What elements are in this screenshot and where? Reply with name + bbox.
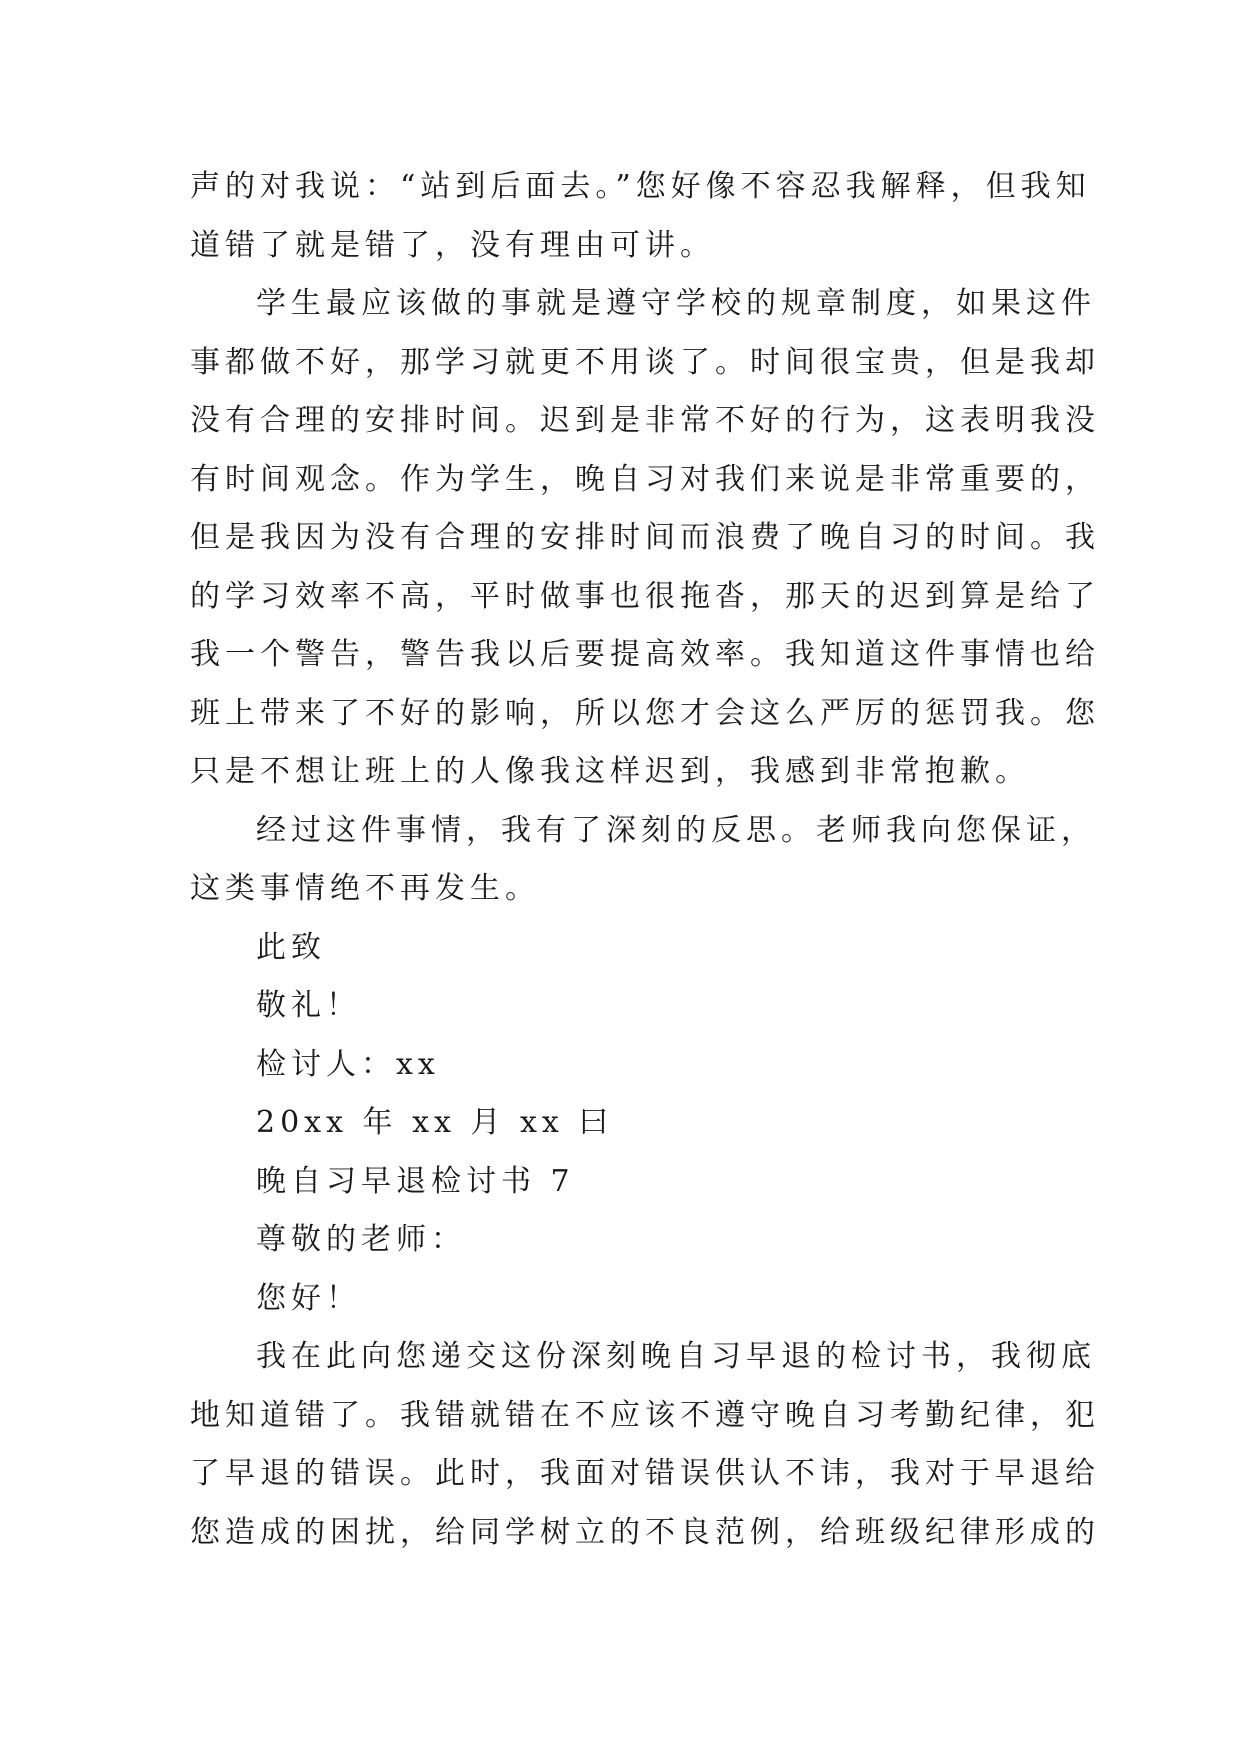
section-title: 晚自习早退检讨书 7 — [256, 1163, 575, 1199]
body-line: 只是不想让班上的人像我这样迟到，我感到非常抱歉。 — [190, 754, 1030, 789]
body-line: 班上带来了不好的影响，所以您才会这么严厉的惩罚我。您 — [190, 695, 1100, 731]
body-line: 事都做不好，那学习就更不用谈了。时间很宝贵，但是我却 — [190, 344, 1100, 380]
paragraph-start-line: 我在此向您递交这份深刻晚自习早退的检讨书，我彻底 — [256, 1339, 1096, 1374]
body-line: 了早退的错误。此时，我面对错误供认不讳，我对于早退给 — [190, 1456, 1100, 1491]
body-line: 没有合理的安排时间。迟到是非常不好的行为，这表明我没 — [190, 403, 1100, 438]
document-body — [190, 158, 1100, 1562]
paragraph-start-line: 经过这件事情，我有了深刻的反思。老师我向您保证， — [256, 812, 1096, 848]
body-line: 地知道错了。我错就错在不应该不遵守晚自习考勤纪律，犯 — [190, 1397, 1100, 1433]
body-line: 有时间观念。作为学生，晚自习对我们来说是非常重要的， — [190, 461, 1100, 497]
body-line: 但是我因为没有合理的安排时间而浪费了晚自习的时间。我 — [190, 520, 1100, 555]
body-line: 您造成的困扰，给同学树立的不良范例，给班级纪律形成的 — [190, 1514, 1100, 1550]
greeting-addressee: 尊敬的老师： — [256, 1222, 466, 1257]
closing-salutation: 此致 — [256, 929, 326, 965]
date-line: 20xx 年 xx 月 xx 曰 — [256, 1105, 614, 1140]
body-line: 道错了就是错了，没有理由可讲。 — [190, 227, 715, 263]
body-line: 声的对我说：“站到后面去。”您好像不容忍我解释，但我知 — [190, 169, 1091, 204]
greeting-hello: 您好！ — [256, 1280, 361, 1316]
signature-line: 检讨人：xx — [256, 1046, 440, 1082]
paragraph-start-line: 学生最应该做的事就是遵守学校的规章制度，如果这件 — [256, 286, 1096, 321]
closing-regards: 敬礼！ — [256, 988, 361, 1023]
body-line: 我一个警告，警告我以后要提高效率。我知道这件事情也给 — [190, 637, 1100, 672]
body-line: 这类事情绝不再发生。 — [190, 871, 540, 906]
body-line: 的学习效率不高，平时做事也很拖沓，那天的迟到算是给了 — [190, 578, 1100, 614]
